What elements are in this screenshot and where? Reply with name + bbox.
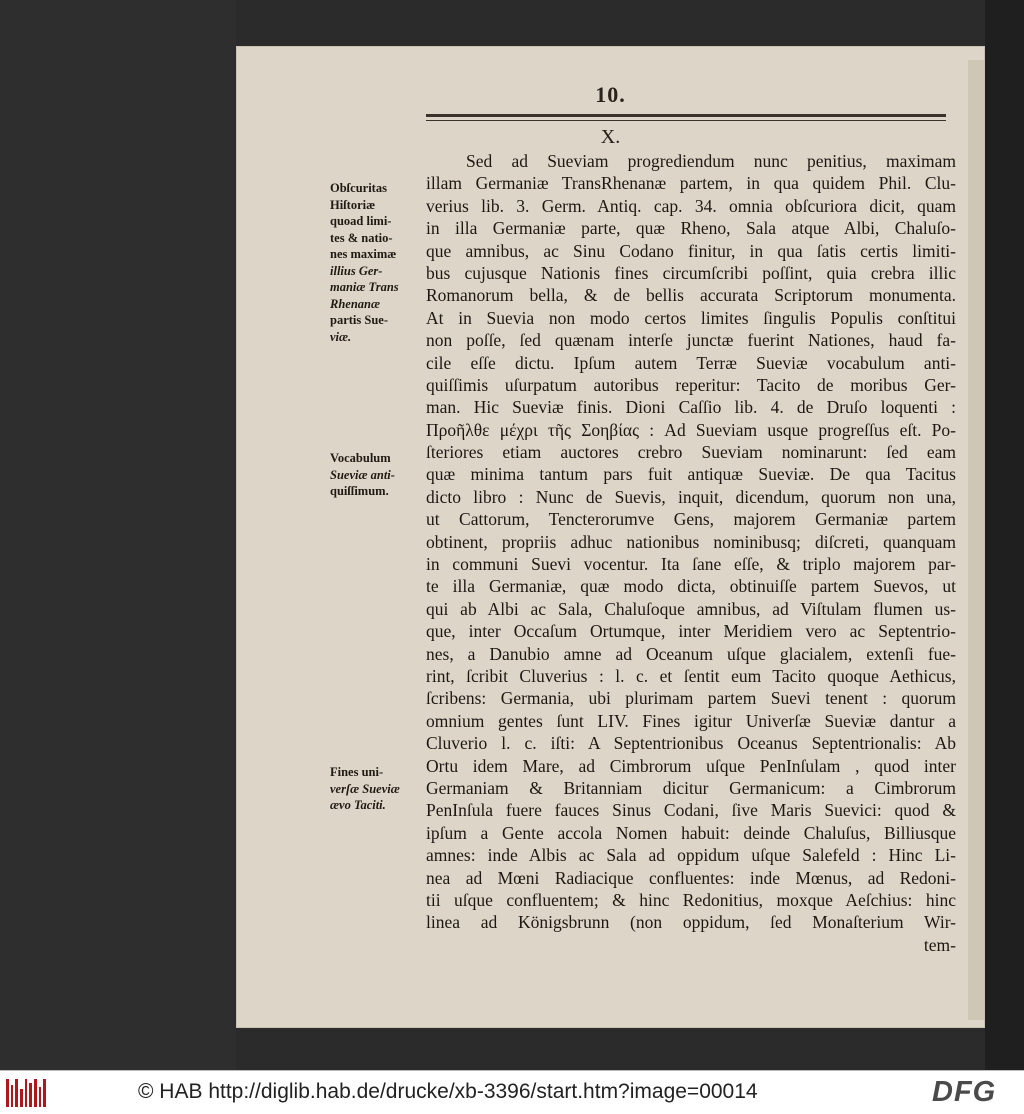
text-line: verius lib. 3. Germ. Antiq. cap. 34. omnia obſcuriora dicit, quam bbox=[426, 195, 956, 216]
marginal-note-line: tes & natio- bbox=[330, 230, 393, 245]
header-rule bbox=[426, 114, 946, 117]
body-text bbox=[426, 150, 956, 956]
text-line: Germaniam & Britanniam dicitur Germanicum: a Cimbrorum bbox=[426, 777, 956, 798]
marginal-note-line: ævo Taciti. bbox=[330, 798, 386, 812]
catchword: tem- bbox=[923, 934, 956, 955]
marginal-note-line: quoad limi- bbox=[330, 214, 392, 228]
marginal-note-line: Sueviæ anti- bbox=[330, 467, 395, 482]
marginal-note-line: Fines uni- bbox=[330, 765, 384, 779]
text-line: linea ad Königsbrunn (non oppidum, ſed Monaſterium Wir- bbox=[426, 912, 956, 933]
text-line: quæ minima tantum pars fuit antiquæ Sueviæ. De qua Tacitus bbox=[426, 464, 956, 485]
marginal-note-line: nes maximæ bbox=[330, 247, 397, 261]
marginal-note-line: Hiſtoriæ bbox=[330, 197, 376, 212]
text-line: Romanorum bella, & de bellis accurata Scriptorum monumenta. bbox=[426, 285, 956, 306]
text-line: qui ab Albi ac Sala, Chaluſoque amnibus, ad Viſtulam flumen us- bbox=[426, 598, 956, 619]
text-line: ſcribens: Germania, ubi plurimam partem Suevi tenent : quorum bbox=[426, 688, 956, 709]
page-number: 10. bbox=[595, 82, 626, 107]
text-line: Προῆλθε μέχρι τῆς Σοηβίας : Ad Sueviam usque progreſſus eſt. Po- bbox=[426, 419, 956, 440]
text-line: PenInſula fuere fauces Sinus Codani, ſive Maris Suevici: quod & bbox=[426, 800, 956, 821]
page-edge bbox=[968, 60, 984, 1020]
text-line: Cluverio l. c. iſti: A Septentrionibus Oceanus Septentrionalis: Ab bbox=[426, 733, 956, 754]
text-line: omnium gentes ſunt LIV. Fines igitur Univerſæ Sueviæ dantur a bbox=[426, 710, 956, 731]
text-line: que, inter Occaſum Ortumque, inter Meridiem vero ac Septentrio- bbox=[426, 621, 956, 642]
text-line: Ortu idem Mare, ad Cimbrorum uſque PenInſulam , quod inter bbox=[426, 755, 956, 776]
dfg-logo: DFG bbox=[932, 1076, 997, 1108]
text-line: in illa Germaniæ parte, quæ Rheno, Sala atque Albi, Chaluſo- bbox=[426, 218, 956, 239]
text-line: in communi Suevi vocentur. Ita ſane eſſe, & triplo majorem par- bbox=[426, 554, 956, 575]
section-number: X. bbox=[600, 126, 621, 148]
text-line: bus cujusque Nationis fines circumſcribi poſſint, quia crebra illic bbox=[426, 262, 956, 283]
marginal-note-line: Rhenanæ bbox=[330, 296, 381, 311]
marginal-note-line: maniæ Trans bbox=[330, 280, 399, 294]
text-line: obtinent, propriis adhuc nationibus nominibusq; diſcreti, quanquam bbox=[426, 531, 956, 552]
viewer-background-left bbox=[0, 0, 236, 1070]
marginal-note-line: illius Ger- bbox=[330, 263, 383, 278]
marginal-note-line: Vocabulum bbox=[330, 451, 391, 465]
scanned-page bbox=[236, 46, 985, 1028]
header-rule-thin bbox=[426, 120, 946, 121]
text-line: Sed ad Sueviam progrediendum nunc penitius, maximam bbox=[466, 151, 956, 171]
text-line: nea ad Mœni Radiacique confluentes: inde Mœnus, ad Redoni- bbox=[426, 867, 956, 888]
text-line: ſteriores etiam auctores crebro Sueviam nominarunt: ſed eam bbox=[426, 442, 956, 463]
marginal-note bbox=[330, 450, 422, 500]
marginal-note-line: viæ. bbox=[330, 329, 352, 344]
text-line: quiſſimis uſurpatum autoribus reperitur: Tacito de moribus Ger- bbox=[426, 374, 956, 395]
marginal-note-line: verſæ Sueviæ bbox=[330, 781, 400, 796]
text-line: At in Suevia non modo certos limites ſingulis Populis conſtitui bbox=[426, 307, 956, 328]
footer-bar bbox=[0, 1070, 1024, 1114]
marginal-note-line: Obſcuritas bbox=[330, 181, 387, 195]
attribution-link[interactable]: © HAB http://diglib.hab.de/drucke/xb-3396/start.htm?image=00014 bbox=[138, 1080, 758, 1103]
text-line: nes, a Danubio amne ad Oceanum uſque glacialem, extenſi fue- bbox=[426, 643, 956, 664]
text-line: que amnibus, ac Sinu Codano finitur, in qua ſatis certis limiti- bbox=[426, 240, 956, 261]
marginal-note bbox=[330, 180, 422, 345]
text-line: te illa Germaniæ, quæ modo dicta, obtinuiſſe partem Suevos, ut bbox=[426, 576, 956, 597]
text-line: ut Cattorum, Tencterorumve Gens, majorem Germaniæ partem bbox=[426, 509, 956, 530]
text-line: non poſſe, ſed quænam interſe junctæ fuerint Nationes, haud fa- bbox=[426, 330, 956, 351]
text-line: dicto libro : Nunc de Suevis, inquit, dicendum, quorum non una, bbox=[426, 486, 956, 507]
text-line: illam Germaniæ TransRhenanæ partem, in qua quidem Phil. Clu- bbox=[426, 173, 956, 194]
marginal-note-line: quiſſimum. bbox=[330, 484, 389, 498]
marginal-note-line: partis Sue- bbox=[330, 313, 388, 327]
text-line: amnes: inde Albis ac Sala ad oppidum uſque Salefeld : Hinc Li- bbox=[426, 845, 956, 866]
marginal-note bbox=[330, 764, 422, 814]
text-line: ipſum a Gente accola Nomen habuit: deinde Chaluſus, Billiusque bbox=[426, 822, 956, 843]
viewer-background-right bbox=[985, 0, 1024, 1070]
text-line: man. Hic Sueviæ finis. Dioni Caſſio lib. 4. de Druſo loquenti : bbox=[426, 397, 956, 418]
text-line: tii uſque confluentem; & hinc Redonitius, moxque Aeſchius: hinc bbox=[426, 889, 956, 910]
hab-logo-icon bbox=[6, 1079, 46, 1107]
text-line: cile eſſe dictu. Ipſum autem Terræ Sueviæ vocabulum anti- bbox=[426, 352, 956, 373]
text-line: rint, ſcribit Cluverius : l. c. et ſentit eum Tacito quoque Aethicus, bbox=[426, 665, 956, 686]
